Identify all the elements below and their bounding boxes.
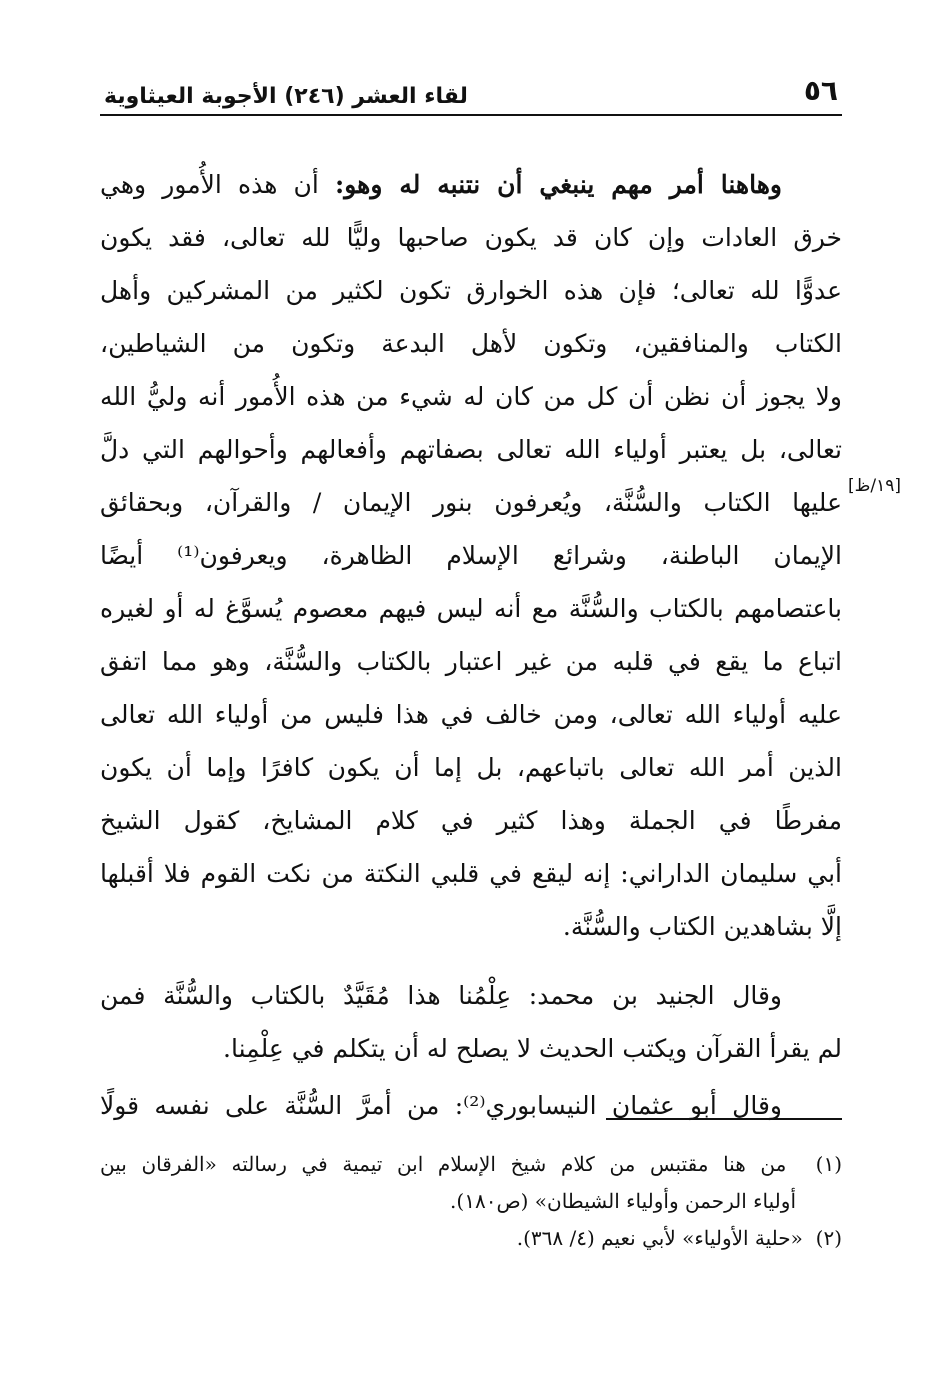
footnote-1 — [100, 1146, 842, 1183]
line-continuation: أن هذه الأُمور وهي — [100, 170, 336, 199]
text-line: خرق العادات وإن كان قد يكون صاحبها وليًّا لله تعالى، فقد يكون — [100, 223, 842, 252]
lead-phrase: وهاهنا أمر مهم ينبغي أن نتنبه له وهو: — [335, 170, 782, 199]
text-line: مفرطًا في الجملة وهذا كثير في كلام المشايخ، كقول الشيخ — [100, 806, 842, 835]
footnotes — [100, 1146, 842, 1257]
footnote-text: من هنا مقتبس من كلام شيخ الإسلام ابن تيمية في رسالته «الفرقان بين — [100, 1152, 787, 1176]
footnote-number: (١) — [815, 1152, 842, 1176]
text-line: لم يقرأ القرآن ويكتب الحديث لا يصلح له أن يتكلم في عِلْمِنا. — [223, 1034, 842, 1063]
text-line: عليها الكتاب والسُّنَّة، ويُعرفون بنور الإيمان / والقرآن، وبحقائق — [100, 488, 842, 517]
running-title: لقاء العشر (٢٤٦) الأجوبة العيثاوية — [104, 84, 468, 109]
main-text — [100, 158, 842, 1132]
text-line: الإيمان الباطنة، وشرائع الإسلام الظاهرة، ويعرفون⁽¹⁾ أيضًا — [100, 541, 842, 570]
footnote-number: (٢) — [815, 1226, 842, 1250]
text-line: الذين أمر الله تعالى باتباعهم، بل إما أن يكون كافرًا وإما أن يكون — [100, 753, 842, 782]
text-line: تعالى، بل يعتبر أولياء الله تعالى بصفاتهم وأفعالهم وأحوالهم التي دلَّ — [100, 435, 842, 464]
page-number: ٥٦ — [803, 74, 838, 107]
text-line: اتباع ما يقع في قلبه من غير اعتبار بالكتاب والسُّنَّة، وهو مما اتفق — [100, 647, 842, 676]
text-line: عدوًّا لله تعالى؛ فإن هذه الخوارق تكون لكثير من المشركين وأهل — [100, 276, 842, 305]
page-header — [100, 72, 842, 116]
text-line: إلَّا بشاهدين الكتاب والسُّنَّة. — [562, 912, 842, 941]
footnote-2 — [100, 1220, 842, 1257]
text-line: الكتاب والمنافقين، وتكون لأهل البدعة وتكون من الشياطين، — [100, 329, 842, 358]
text-line: ولا يجوز أن نظن أن كل من كان له شيء من هذه الأُمور أنه وليُّ الله — [100, 382, 842, 411]
text-line: وقال أبو عثمان النيسابوري⁽²⁾: من أمرَّ السُّنَّة على نفسه قولًا — [100, 1091, 782, 1120]
text-line: أبي سليمان الداراني: إنه ليقع في قلبي النكتة من نكت القوم فلا أقبلها — [100, 859, 842, 888]
text-line: باعتصامهم بالكتاب والسُّنَّة مع أنه ليس فيهم معصوم يُسوَّغ له أو لغيره — [100, 594, 842, 623]
footnote-separator — [606, 1118, 842, 1120]
footnote-text: «حلية الأولياء» لأبي نعيم (٤/ ٣٦٨). — [516, 1226, 803, 1250]
text-line — [100, 158, 842, 211]
footnote-1-continuation: أولياء الرحمن وأولياء الشيطان» (ص١٨٠). — [450, 1189, 796, 1213]
manuscript-folio-note: [١٩/ظ] — [848, 476, 901, 496]
text-line: وقال الجنيد بن محمد: عِلْمُنا هذا مُقَيَّدٌ بالكتاب والسُّنَّة فمن — [100, 981, 782, 1010]
text-line: عليه أولياء الله تعالى، ومن خالف في هذا فليس من أولياء الله تعالى — [100, 700, 842, 729]
